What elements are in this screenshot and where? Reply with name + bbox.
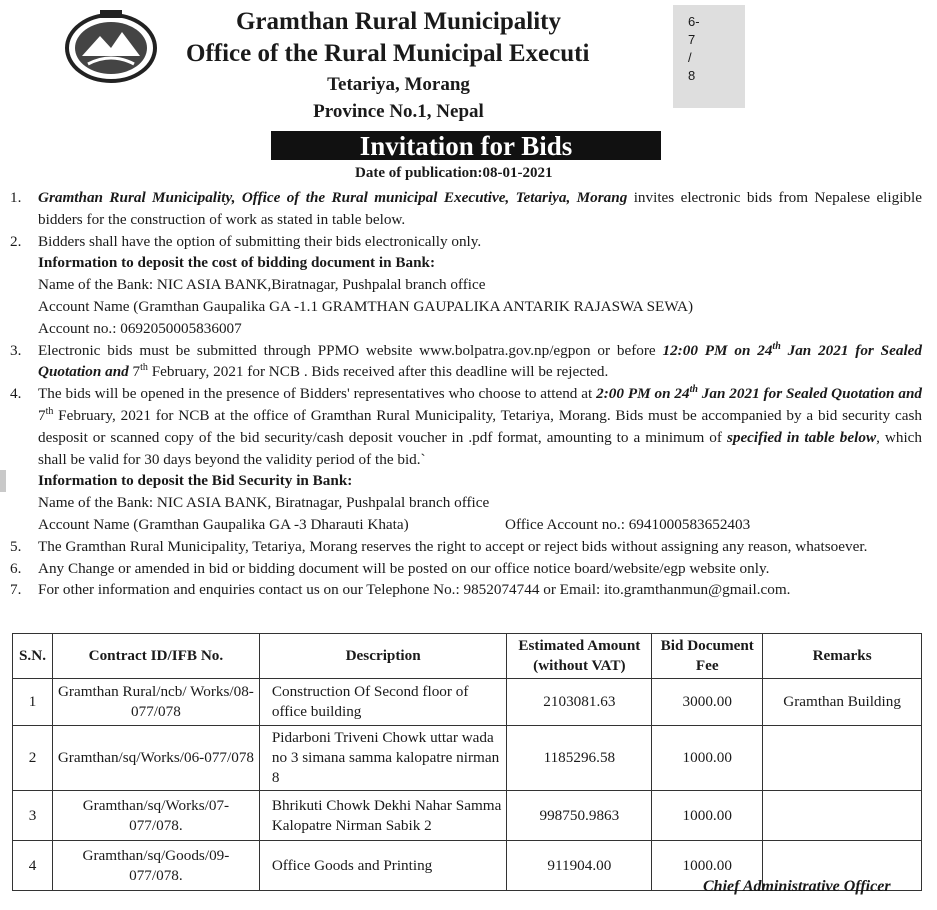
cell-sn: 4 [13, 841, 53, 891]
cell-description: Bhrikuti Chowk Dekhi Nahar Samma Kalopatre Nirman Sabik 2 [259, 791, 507, 841]
item-emphasis: Jan 2021 for Sealed Quotation and [38, 341, 922, 381]
list-item [10, 579, 922, 601]
cell-sn: 3 [13, 791, 53, 841]
publication-date: Date of publication:08-01-2021 [355, 165, 553, 181]
column-header-description: Description [259, 634, 507, 679]
list-item [10, 231, 922, 253]
security-office-account: Office Account no.: 6941000583652403 [505, 515, 751, 533]
cell-amount: 1185296.58 [507, 726, 652, 791]
security-account-name: Account Name (Gramthan Gaupalika GA -3 Dharauti Khata) [38, 515, 409, 533]
item-emphasis: specified in table below [726, 428, 877, 446]
cell-fee: 1000.00 [652, 841, 763, 891]
item-number: 7. [10, 581, 22, 599]
column-header-sn: S.N. [13, 634, 53, 679]
column-header-contract: Contract ID/IFB No. [52, 634, 259, 679]
item-text: 7 [128, 363, 141, 381]
scroll-edge-handle[interactable] [0, 470, 6, 492]
column-header-fee: Bid Document Fee [652, 634, 763, 679]
notice-title-banner: Invitation for Bids [271, 131, 661, 160]
page-indicator[interactable] [673, 5, 745, 108]
cell-description: Pidarboni Triveni Chowk uttar wada no 3 simana samma kalopatre nirman 8 [259, 726, 507, 791]
cell-remarks: Gramthan Building [763, 679, 922, 726]
page-indicator-line: 7 [688, 32, 696, 47]
item-text: Bidders shall have the option of submitting their bids electronically only. [38, 232, 482, 250]
item-number: 1. [10, 189, 22, 206]
item-superscript: th [689, 384, 698, 396]
item-number: 3. [10, 341, 22, 359]
item-text: 7 [38, 406, 46, 424]
cell-contract: Gramthan/sq/Goods/09-077/078. [52, 841, 259, 891]
item-text: Electronic bids must be submitted through PPMO website www.bolpatra.gov.np/egpon or before [38, 341, 663, 359]
cell-fee: 1000.00 [652, 726, 763, 791]
table-row [13, 679, 922, 726]
page-indicator-line: 6- [688, 14, 700, 29]
cell-description: Office Goods and Printing [259, 841, 507, 891]
cell-fee: 3000.00 [652, 679, 763, 726]
item-emphasis: Gramthan Rural Municipality, Office of the Rural municipal Executive, Tetariya, Morang [38, 189, 628, 206]
item-superscript: th [45, 405, 54, 417]
item-text: February, 2021 for NCB . Bids received after this deadline will be rejected. [147, 363, 609, 381]
item-superscript: th [772, 340, 781, 352]
cell-contract: Gramthan/sq/Works/07-077/078. [52, 791, 259, 841]
list-item [10, 340, 922, 384]
item-emphasis: 12:00 PM on 24 [662, 341, 773, 359]
cell-fee: 1000.00 [652, 791, 763, 841]
cell-description: Construction Of Second floor of office building [259, 679, 507, 726]
security-account-row [10, 514, 922, 536]
list-item [10, 558, 922, 580]
bank-info-heading: Information to deposit the cost of bidding document in Bank: [38, 254, 436, 272]
cell-contract: Gramthan/sq/Works/06-077/078 [52, 726, 259, 791]
item-text: invites electronic bids from Nepalese eligible bidders for the construction of work as stated in table below. [38, 189, 922, 228]
cell-amount: 911904.00 [507, 841, 652, 891]
security-info-heading: Information to deposit the Bid Security in Bank: [38, 472, 353, 490]
page-indicator-line: / [688, 50, 692, 65]
page-indicator-line: 8 [688, 68, 696, 83]
header-municipality-name: Gramthan Rural Municipality [235, 8, 561, 35]
bid-table [12, 633, 922, 891]
item-text: , which shall be valid for 30 days beyond the validity period of the bid.` [38, 428, 922, 468]
cell-sn: 1 [13, 679, 53, 726]
cell-amount: 998750.9863 [507, 791, 652, 841]
item-text: The bids will be opened in the presence of Bidders' representatives who choose to attend at [38, 385, 597, 403]
cell-sn: 2 [13, 726, 53, 791]
cell-remarks [763, 791, 922, 841]
list-item [10, 536, 922, 558]
item-number: 5. [10, 537, 22, 555]
cell-contract: Gramthan Rural/ncb/ Works/08-077/078 [52, 679, 259, 726]
security-bank-name: Name of the Bank: NIC ASIA BANK, Biratnagar, Pushpalal branch office [38, 494, 490, 512]
table-row [13, 726, 922, 791]
item-text: February, 2021 for NCB at the office of Gramthan Rural Municipality, Tetariya, Morang. Bids must be accompanied by a bid security cash desposit or scanned copy of the bid security/cash deposit voucher in .pdf format, amounting to a minimum of [38, 406, 922, 446]
header-province: Province No.1, Nepal [313, 101, 484, 122]
list-item [10, 383, 922, 470]
list-item [10, 187, 922, 231]
item-number: 4. [10, 385, 22, 403]
cell-amount: 2103081.63 [507, 679, 652, 726]
column-header-remarks: Remarks [763, 634, 922, 679]
item-emphasis: Jan 2021 for Sealed Quotation and [697, 385, 922, 403]
account-number: Account no.: 0692050005836007 [38, 319, 242, 337]
notice-body [10, 187, 922, 601]
account-name: Account Name (Gramthan Gaupalika GA -1.1 GRAMTHAN GAUPALIKA ANTARIK RAJASWA SEWA) [38, 297, 694, 315]
item-superscript: th [140, 362, 148, 374]
item-text: Any Change or amended in bid or bidding document will be posted on our office notice board/website/egp website only. [38, 559, 770, 577]
item-emphasis: 2:00 PM on 24 [596, 385, 690, 403]
signature-title: Chief Administrative Officer [703, 878, 891, 895]
item-number: 6. [10, 559, 22, 577]
header-office-name: Office of the Rural Municipal Executi [186, 40, 590, 67]
item-number: 2. [10, 232, 22, 250]
column-header-amount: Estimated Amount (without VAT) [507, 634, 652, 679]
cell-remarks [763, 726, 922, 791]
header-location: Tetariya, Morang [327, 74, 470, 95]
bank-name: Name of the Bank: NIC ASIA BANK,Biratnagar, Pushpalal branch office [38, 276, 486, 294]
table-header-row [13, 634, 922, 679]
item-text: The Gramthan Rural Municipality, Tetariya, Morang reserves the right to accept or reject bids without assigning any reason, whatsoever. [38, 537, 868, 555]
table-row [13, 791, 922, 841]
item-text: For other information and enquiries contact us on our Telephone No.: 9852074744 or Email: ito.gramthanmun@gmail.com. [38, 581, 791, 599]
